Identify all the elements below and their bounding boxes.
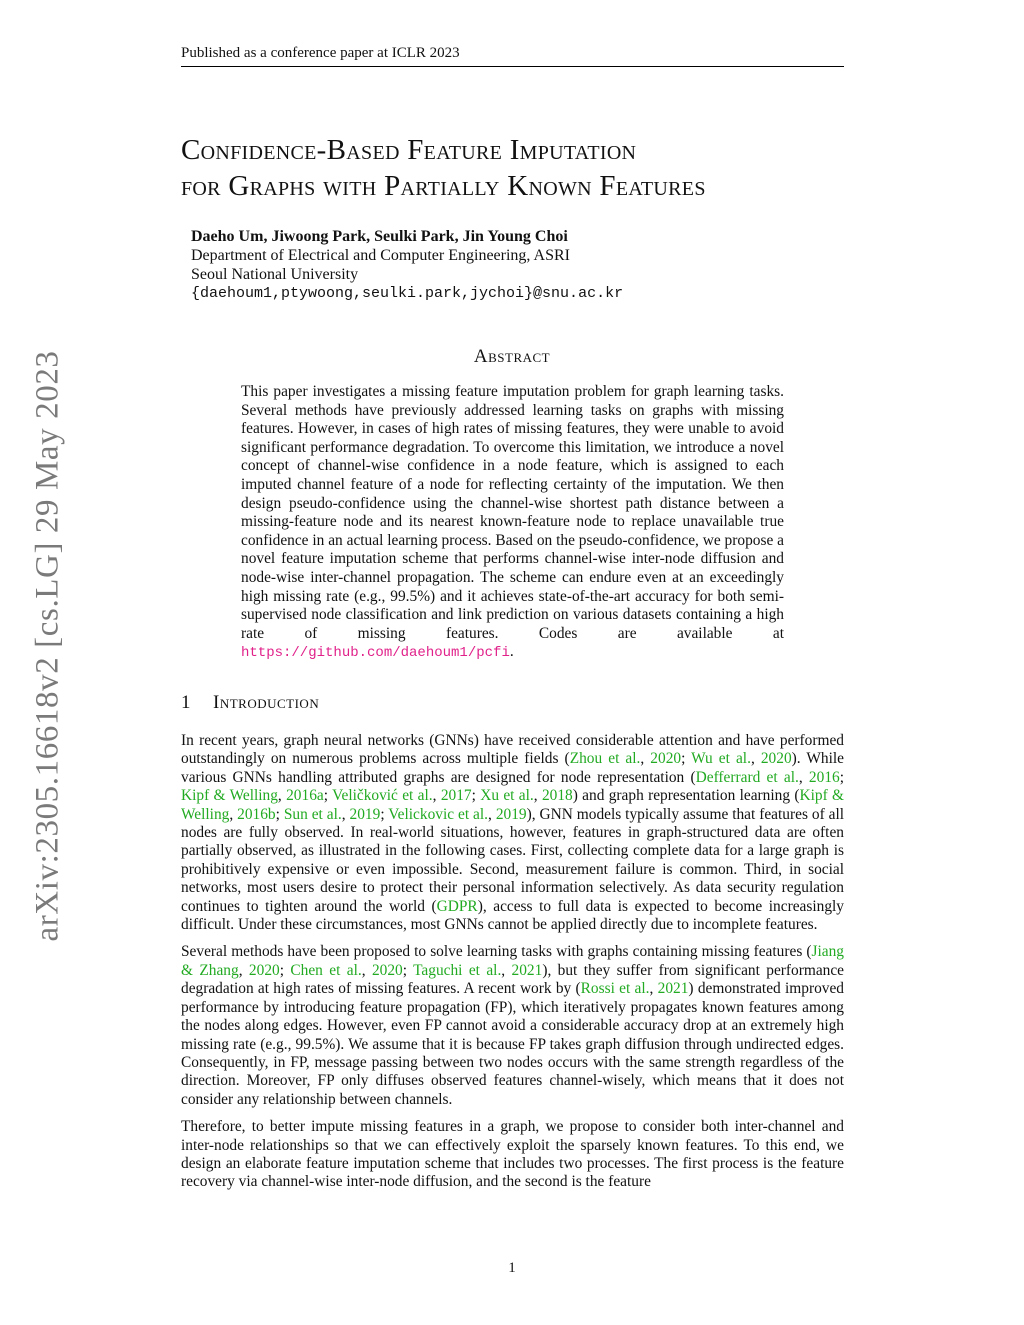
citation-link[interactable]: 2016b xyxy=(237,805,276,823)
paragraph-text: ). While various GNNs handling attributed graphs are designed for node representation ( xyxy=(181,750,845,786)
citation-link[interactable]: Wu et al. xyxy=(691,750,751,768)
citation-link[interactable]: 2020 xyxy=(248,961,280,979)
paragraph-text: , xyxy=(649,980,658,998)
paragraph-text: , xyxy=(432,787,441,805)
citation-link[interactable]: Kipf & Welling xyxy=(181,787,278,805)
paragraph-text: ), GNN models typically assume that features of all nodes are fully observed. In real-world situations, however, features in graph-structured data are often partially observed, as illustrated in the following cases. First, collecting complete data for a large graph is prohibitively expensive or even impossible. Second, measurement failure is common. Third, in social networks, most users desire to protect their personal information selectively. As data security regulation continues to tighten around the world ( xyxy=(181,805,845,915)
abstract-heading: Abstract xyxy=(473,346,551,367)
author-university: Seoul National University xyxy=(191,266,359,283)
citation-link[interactable]: Kipf & Welling xyxy=(181,787,845,823)
citation-link[interactable]: Veličković et al. xyxy=(332,787,433,805)
paragraph-text: ; xyxy=(275,805,284,823)
intro-paragraph-3 xyxy=(181,1118,844,1192)
paragraph-text: , xyxy=(533,787,542,805)
paragraph-text: , xyxy=(501,961,512,979)
citation-link[interactable]: 2018 xyxy=(541,787,573,805)
title-line-1: Confidence-Based Feature Imputation xyxy=(181,134,637,166)
running-header: Published as a conference paper at ICLR 2023 xyxy=(181,44,844,67)
paragraph-text: Therefore, to better impute missing features in a graph, we propose to consider both inter-channel and inter-node relationships so that we can effectively exploit the sparsely known features. To this end, we design an elaborate feature imputation scheme that includes two processes. The first process is the feature recovery via channel-wise inter-node diffusion, and the second is the feature xyxy=(181,1118,844,1191)
citation-link[interactable]: 2019 xyxy=(495,805,527,823)
intro-paragraph-1 xyxy=(181,732,844,934)
title-line-2: for Graphs with Partially Known Features xyxy=(181,170,706,202)
arxiv-identifier: arXiv:2305.16618v2 [cs.LG] 29 May 2023 xyxy=(29,350,66,942)
citation-link[interactable]: Xu et al. xyxy=(480,787,534,805)
citation-link[interactable]: Taguchi et al. xyxy=(413,961,502,979)
author-email: {daehoum1,ptywoong,seulki.park,jychoi}@snu.ac.kr xyxy=(191,285,624,302)
paragraph-text: ; xyxy=(681,750,692,768)
paragraph-text: , xyxy=(798,768,809,786)
paragraph-text: , xyxy=(341,805,350,823)
section-title: Introduction xyxy=(213,692,320,713)
citation-link[interactable]: 2019 xyxy=(349,805,381,823)
paragraph-text: ) and graph representation learning ( xyxy=(572,787,800,805)
author-department: Department of Electrical and Computer Engineering, ASRI xyxy=(191,247,570,264)
abstract-text xyxy=(241,383,784,663)
paragraph-text: In recent years, graph neural networks (GNNs) have received considerable attention and have performed outstandingly on numerous problems across multiple fields ( xyxy=(181,732,844,768)
author-names: Daeho Um, Jiwoong Park, Seulki Park, Jin Young Choi xyxy=(191,228,568,245)
paragraph-text: ), access to full data is expected to become increasingly difficult. Under these circumstances, most GNNs cannot be applied directly due to incomplete features. xyxy=(181,897,844,934)
citation-link[interactable]: Zhou et al. xyxy=(569,750,641,768)
paragraph-text: ; xyxy=(471,787,481,805)
section-number: 1 xyxy=(181,692,191,713)
author-block xyxy=(191,227,623,303)
citation-link[interactable]: Defferrard et al. xyxy=(695,768,799,786)
citation-link[interactable]: 2020 xyxy=(760,750,792,768)
abstract-body: This paper investigates a missing feature imputation problem for graph learning tasks. Several methods have previously addressed learning tasks on graphs with missing features. However, in cases of high rates of missing features, they were unable to avoid significant performance degradation. To overcome this limitation, we introduce a novel concept of channel-wise confidence in a node feature, which is assigned to each imputed channel feature of a node for reflecting certainty of the imputation. We then design pseudo-confidence using the channel-wise shortest path distance between a missing-feature node and its nearest known-feature node to replace unavailable true confidence in an actual learning process. Based on the pseudo-confidence, we propose a novel feature imputation scheme that performs channel-wise inter-node diffusion and node-wise inter-channel propagation. The scheme can endure even at an exceedingly high missing rate (e.g., 99.5%) and it achieves state-of-the-art accuracy for both semi-supervised node classification and link prediction on various datasets containing a high rate of missing features. Codes are available at xyxy=(241,383,784,642)
abstract-end: . xyxy=(509,643,514,661)
paper-title xyxy=(181,132,861,204)
citation-link[interactable]: 2016 xyxy=(808,768,840,786)
citation-link[interactable]: Velickovic et al. xyxy=(388,805,489,823)
paragraph-text: , xyxy=(750,750,761,768)
citation-link[interactable]: 2021 xyxy=(511,961,543,979)
citation-link[interactable]: 2020 xyxy=(650,750,682,768)
paragraph-text: , xyxy=(229,805,238,823)
citation-link[interactable]: Jiang & Zhang xyxy=(181,943,844,979)
paragraph-text: ; xyxy=(323,787,333,805)
intro-body xyxy=(181,732,844,1201)
citation-link[interactable]: 2020 xyxy=(371,961,403,979)
paragraph-text: Several methods have been proposed to solve learning tasks with graphs containing missing features ( xyxy=(181,943,812,961)
paragraph-text: ) demonstrated improved performance by introducing feature propagation (FP), which iteratively propagates known features among the nodes along edges. However, even FP cannot avoid a considerable accuracy drop at an extremely high missing rate (e.g., 99.5%). We assume that it is because FP takes graph diffusion through undirected edges. Consequently, in FP, message passing between two nodes occurs with the same strength regardless of the direction. Moreover, FP only diffuses observed features channel-wisely, which means that it does not consider any relationship between channels. xyxy=(181,980,845,1108)
paragraph-text: ), but they suffer from significant performance degradation at high rates of missing features. A recent work by ( xyxy=(181,961,845,998)
paragraph-text: ; xyxy=(402,961,414,979)
paragraph-text: , xyxy=(361,961,372,979)
paragraph-text: , xyxy=(640,750,651,768)
citation-link[interactable]: Rossi et al. xyxy=(580,980,650,998)
paragraph-text: ; xyxy=(279,961,291,979)
citation-link[interactable]: 2016a xyxy=(286,787,324,805)
paragraph-text: ; xyxy=(380,805,389,823)
paragraph-text: , xyxy=(277,787,287,805)
paragraph-text: ; xyxy=(839,768,844,786)
intro-paragraph-2 xyxy=(181,943,844,1109)
code-link[interactable]: https://github.com/daehoum1/pcfi xyxy=(241,645,510,662)
page-number: 1 xyxy=(508,1260,516,1276)
citation-link[interactable]: Sun et al. xyxy=(283,805,342,823)
citation-link[interactable]: 2017 xyxy=(440,787,472,805)
citation-link[interactable]: Chen et al. xyxy=(290,961,362,979)
paragraph-text: , xyxy=(488,805,496,823)
paragraph-text: , xyxy=(238,961,249,979)
citation-link[interactable]: 2021 xyxy=(657,980,689,998)
citation-link[interactable]: GDPR xyxy=(436,897,478,915)
section-heading xyxy=(181,692,319,714)
